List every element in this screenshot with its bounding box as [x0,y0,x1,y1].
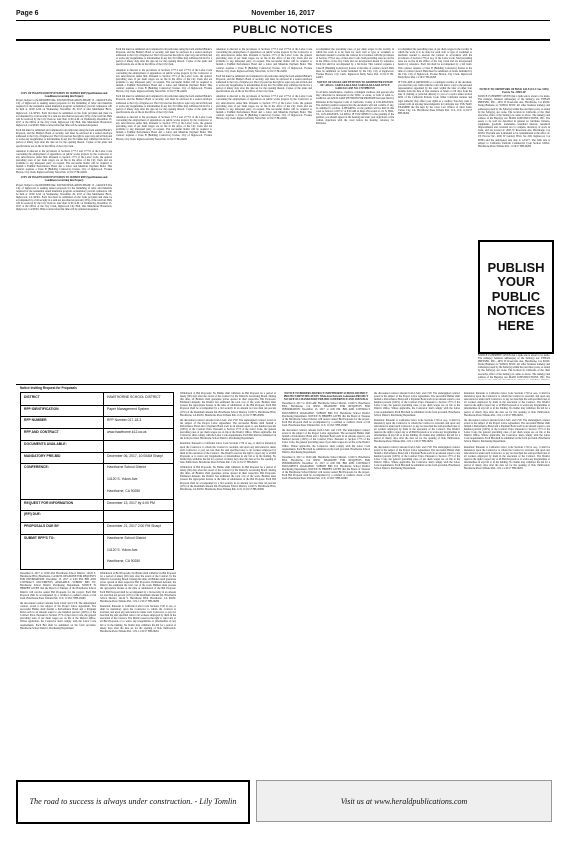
bid-form-value: Hawthorne School District [107,535,147,540]
notice-10-body: the discounted contract amount from LSAC and CVP. The undersigned contract award is the subject of the Project Labor Agreement. The successful Bidder shall furnish a Performance Bond and a Payment Bond each in an amount equal to one hundred percent (100%) of the Contract Price. Pursuant to Section 1773 of the Labor Code, the general prevailing rates of per diem wages are on file at the District Office. Where applicable, the Contractor shall comply with the Labor Code requirements. Each Bid shall be submitted on the form provided. Hawthorne School District, Purchasing Department. [20,601,96,630]
bid-form-row-divider [21,510,173,511]
notice-column-1 [16,92,112,380]
notice-2-body-b: Each bid must be submitted and completed in all particulars using the form entitled Bidder's Proposal, and the Bidder's Bond or security, and must be enclosed in a sealed envelope addressed to the City of Inglewood. The City reserves the right to reject any and all bids and to waive any irregularities or informalities in any bid. No bidder may withdraw his bid for a period of ninety days after the date set for the opening thereof. Copies of the plans and specifications are on file in the Office of the City Clerk. [116,95,212,114]
bid-form-key: DOCUMENTS AVAILABLE: [24,441,67,446]
notice-1-title-repeat: CITY OF INGLEWOOD INVITATION TO SUBMIT RFP (Specifications and Conditions Governing this Project) [20,176,108,183]
notice-column-8 [100,572,176,772]
notice-10-body-e: the discounted contract amount from LSAC and CVP. The undersigned contract award is the subject of the Project Labor Agreement. The successful Bidder shall furnish a Performance Bond and a Payment Bond each in an amount equal to one hundred percent (100%) of the Contract Price. Pursuant to Section 1773 of the Labor Code, the general prevailing rates of per diem wages are on file at the District Office. Where applicable, the Contractor shall comply with the Labor Code requirements. Each Bid shall be submitted on the form provided. Hawthorne School District, Purchasing Department. [464,418,550,444]
notice-column-6b [478,354,550,380]
ad-line-2: YOUR [497,274,535,290]
bid-form-value: HAWTHORNE SCHOOL DISTRICT [107,395,161,399]
bid-form-heading: Notice Inviting Request for Proposals [20,386,77,390]
notice-7-body-b: NOTICE IS HEREBY GIVEN that a bulk sale is about to be made. The name(s), business address(es) of the Seller(s) are: ETHAN PRESSER, INC., 4955 W Rosecrans Ave, Hawthorne, CA 90250. Doing Business as: WINGS SPOT. All other business name(s) and address(es) used by the Seller(s) within the past three years, as stated by the Seller(s), are: none. The location in California of the chief executive office of the Seller(s) is: same as above. The name(s) and address of the Buyer(s) are: MADI CONSTRUCTIONS, INC. The [478,354,550,379]
notice-6-body-b: accomplished the prevailing rates of per diem wages in the locality in which the work is to be done for each craft or type of workman or mechanic needed to execute the contract in accordance with the provisions of Section 1770 et seq. of the Labor Code. Said prevailing rates are on file in the Office of the City Clerk and are incorporated herein by reference. Each bid shall be accompanied by a bid bond. This contract requires a Class B (Building Contractor) license at the time of contract award. Bids must be submitted on forms furnished by the City. City of Inglewood, Yvonne Horton, City Clerk. Inglewood Daily News Pub. 11/16/17 HI-24293 [398,48,472,79]
section-title: PUBLIC NOTICES [16,20,550,41]
publish-notices-ad [478,240,554,354]
bid-form-column-divider [103,393,104,569]
notice-10-body-d: the discounted contract amount from LSAC and CVP. The undersigned contract award is the subject of the Project Labor Agreement. The successful Bidder shall furnish a Performance Bond and a Payment Bond each in an amount equal to one hundred percent (100%) of the Contract Price. Pursuant to Section 1773 of the Labor Code, the general prevailing rates of per diem wages are on file at the District Office. Where applicable, the Contractor shall comply with the Labor Code requirements. Each Bid shall be submitted on the form provided. Hawthorne School District, Purchasing Department. [374,445,460,471]
bid-form-row-divider [21,534,173,535]
bid-form-value: December 13, 2017 by 4:00 PM [107,500,155,505]
notice-4-body: To all heirs, beneficiaries, creditors, contingent creditors, and persons who may otherwise be interested in the WILL or estate, or both of ADA G. GARCIA. An ANCILLARY PETITION FOR PROBATE has been filed by Petitioner in the Superior Court of California, County of LOS ANGELES. The ancillary petition requests that the decedent's will and codicils, if any, be admitted to probate. A HEARING on the petition will be held in this court as follows: 12/07/17 at 8:30 AM in Dept. 29 located at 111 N. HILL ST., LOS ANGELES, CA 90012. IF YOU OBJECT to the granting of the petition, you should appear at the hearing and state your objections or file written objections with the court before the hearing. Attorney for Petitioner. [316,91,394,126]
notice-6-body: accomplished the prevailing rates of per diem wages in the locality in which the work is to be done for each craft or type of workman or mechanic needed to execute the contract in accordance with the provisions of Section 1770 et seq. of the Labor Code. Said prevailing rates are on file in the Office of the City Clerk and are incorporated herein by reference. Each bid shall be accompanied by a bid bond. This contract requires a Class B (Building Contractor) license at the time of contract award. Bids must be submitted on forms furnished by the City. City of Inglewood, Yvonne Horton, City Clerk. Inglewood Daily News Pub. 11/16/17 HI-24293 [316,48,394,79]
notice-11-body-a: Retention: Pursuant to California Labor Code Sections 1720 et seq., it shall be mandatory upon the Contractor to whom the Contract is awarded, and upon any subcontractor under such Contractor, to pay not less than the said specified rates to all workers employed by them in the execution of the Contract. The District reserves the right to reject any or all Bid Proposals or to waive any irregularities or informalities in any bid or in the bidding. No bidder may withdraw his bid for a period of ninety days after the date set for the opening of bids. Publication: Hawthorne Press Tribune Pub. 11/9, 11/16/17 HH-26291 [180,442,276,464]
notice-8-body-b: Withdrawal of Bid Proposals: No Bidder shall withdraw its Bid Proposal for a period of ninety (90) days after the award of the Contract by the District's Governing Board. During this time, all Bidders shall guarantee prices quoted in their respective Bid Proposals. Estimated Amount: the District has estimated the total cost of the work. Bidders must possess the appropriate license at the time of submission of the Bid Proposal. Each Bid Proposal shall be accompanied by a bid security in an amount not less than ten percent (10%) of the maximum amount bid. Hawthorne School District, 14120 S. Hawthorne Blvd, Hawthorne, CA 90250. Hawthorne Press Tribune Pub. 11/9, 11/16/17 HH-26289 [180,466,276,491]
bid-form-row-divider [21,452,173,453]
notice-8-body-a: Withdrawal of Bid Proposals: No Bidder shall withdraw its Bid Proposal for a period of ninety (90) days after the award of the Contract by the District's Governing Board. During this time, all Bidders shall guarantee prices quoted in their respective Bid Proposals. Estimated Amount: the District has estimated the total cost of the work. Bidders must possess the appropriate license at the time of submission of the Bid Proposal. Each Bid Proposal shall be accompanied by a bid security in an amount not less than ten percent (10%) of the maximum amount bid. Hawthorne School District, 14120 S. Hawthorne Blvd, Hawthorne, CA 90250. Hawthorne Press Tribune Pub. 11/9, 11/16/17 HH-26289 [180,392,276,417]
ad-line-1: PUBLISH [487,259,545,275]
notice-column-11 [374,392,460,772]
bid-form-key: CONFERENCE: [24,465,49,470]
notice-3-body-d: Attention is directed to the provisions of Sections 1777.5 and 1777.6 of the Labor Code concerning the employment of apprentices on public works projects by the Contractor or any subcontractor under him. Pursuant to Section 1773 of the Labor Code, the general prevailing rates of per diem wages are on file in the office of the City Clerk and are available to any interested party on request. The successful bidder will be required to furnish a Faithful Performance Bond and a Labor and Materials Payment Bond. This contract requires a Class B (Building Contractor) license. City of Inglewood. Yvonne Horton, City Clerk. Inglewood Daily News Pub. 11/16/17 HI-24294 [216,95,312,120]
notice-10-body-a: the discounted contract amount from LSAC and CVP. The undersigned contract award is the subject of the Project Labor Agreement. The successful Bidder shall furnish a Performance Bond and a Payment Bond each in an amount equal to one hundred percent (100%) of the Contract Price. Pursuant to Section 1773 of the Labor Code, the general prevailing rates of per diem wages are on file at the District Office. Where applicable, the Contractor shall comply with the Labor Code requirements. Each Bid shall be submitted on the form provided. Hawthorne School District, Purchasing Department. [180,418,276,441]
notice-column-4 [316,48,394,380]
bid-form-row-divider [21,463,173,464]
bid-form-key: RFP AND CONTRACT [24,430,59,435]
bid-form-value: www.hawthorne.k12.ca.us [107,430,147,435]
notice-9-body-a: December 6, 2017 at 10:00 AM. Hawthorne School District, 14120 S. Hawthorne Blvd, Hawthorne, CA 90250. DEADLINE FOR REQUESTS FOR INFORMATION: December 13, 2017 at 4:00 PM. BID AND CONTRACT DOCUMENTS AVAILABLE. SUBMIT BID TO: Hawthorne School District Purchasing Department. NOTICE IS HEREBY GIVEN that the Board of Trustees of the Hawthorne School District will receive sealed Bid Proposals for the project. Each Bid Proposal shall be accompanied by a certified or cashier's check or bid bond. Hawthorne Press Tribune Pub. 11/9, 11/16/17 HH-26290 [282,402,370,427]
ad-line-5: HERE [497,317,535,333]
notice-3-body-b: Attention is directed to the provisions of Sections 1777.5 and 1777.6 of the Labor Code concerning the employment of apprentices on public works projects by the Contractor or any subcontractor under him. Pursuant to Section 1773 of the Labor Code, the general prevailing rates of per diem wages are on file in the office of the City Clerk and are available to any interested party on request. The successful bidder will be required to furnish a Faithful Performance Bond and a Labor and Materials Payment Bond. This contract requires a Class B (Building Contractor) license. City of Inglewood. Yvonne Horton, City Clerk. Inglewood Daily News Pub. 11/16/17 HI-24294 [116,115,212,141]
notice-column-10 [282,392,370,772]
bid-form-key: RFP IDENTIFICATION [24,406,59,411]
website-banner[interactable]: Visit us at www.heraldpublications.com [256,780,552,822]
notice-2-body: Each bid must be submitted and completed in all particulars using the form entitled Bidder's Proposal, and the Bidder's Bond or security, and must be enclosed in a sealed envelope addressed to the City of Inglewood. The City reserves the right to reject any and all bids and to waive any irregularities or informalities in any bid. No bidder may withdraw his bid for a period of ninety days after the date set for the opening thereof. Copies of the plans and specifications are on file in the Office of the City Clerk. [16,129,112,148]
notice-7-title: NOTICE TO CREDITORS OF BULK SALE (UCC Sec. 6105) Escrow No. 22801-JP [479,88,549,95]
notice-7-body: NOTICE IS HEREBY GIVEN that a bulk sale is about to be made. The name(s), business address(es) of the Seller(s) are: ETHAN PRESSER, INC., 4955 W Rosecrans Ave, Hawthorne, CA 90250. Doing Business as: WINGS SPOT. All other business name(s) and address(es) used by the Seller(s) within the past three years, as stated by the Seller(s), are: none. The location in California of the chief executive office of the Seller(s) is: same as above. The name(s) and address of the Buyer(s) are: MADI CONSTRUCTIONS, INC. The assets to be sold are described in general as: furniture, fixtures, equipment, goodwill, tradename, leasehold interest, leasehold improvements and covenant not to compete, inventory of stock in trade, and are located at: 4955 W Rosecrans Ave, Hawthorne, CA 90250. The bulk sale is intended to be consummated at the office of: US Escrow Inc, 4100 W Century Blvd, Ste 200, Inglewood, CA 90303 and the anticipated sale date is 12/4/17. The bulk sale is subject to California Uniform Commercial Code Section 6106.2. Hawthorne Press Tribune Pub. 11/16/17 HH-26295 [478,95,550,148]
issue-date: November 16, 2017 [251,10,315,17]
notice-column-6 [478,88,550,238]
bid-form-value: December 21, 2017 2:00 PM Sharp! [107,524,162,529]
notice-4-title: NOTICE OF ANCILLARY PETITION TO ADMINISTER ESTATE OF: ADA G. GARCIA AKA ADA GARCIA AKA ADA JOYCE GARCIA CASE NO. 17STPB10729 [317,80,393,91]
bid-form-value: RFP Number 017-18-3 [107,418,142,423]
bid-form-value: Hawthorne, CA 90250 [107,559,141,564]
notice-column-7 [20,572,96,772]
bid-form-value: 14120 S. Yukon Ave. [107,547,139,552]
ad-line-3: PUBLIC [491,288,541,304]
notice-9-body-b: December 6, 2017 at 10:00 AM. Hawthorne School District, 14120 S. Hawthorne Blvd, Hawthorne, CA 90250. DEADLINE FOR REQUESTS FOR INFORMATION: December 13, 2017 at 4:00 PM. BID AND CONTRACT DOCUMENTS AVAILABLE. SUBMIT BID TO: Hawthorne School District Purchasing Department. NOTICE IS HEREBY GIVEN that the Board of Trustees of the Hawthorne School District will receive sealed Bid Proposals for the project. Each Bid Proposal shall be accompanied by a certified or cashier's check or bid bond. Hawthorne Press Tribune Pub. 11/9, 11/16/17 HH-26290 [282,455,370,481]
bid-form-value: December 06, 2017, 10:00AM Sharp! [107,453,164,458]
notice-9-body: December 6, 2017 at 10:00 AM. Hawthorne School District, 14120 S. Hawthorne Blvd, Hawthorne, CA 90250. DEADLINE FOR REQUESTS FOR INFORMATION: December 13, 2017 at 4:00 PM. BID AND CONTRACT DOCUMENTS AVAILABLE. SUBMIT BID TO: Hawthorne School District Purchasing Department. NOTICE IS HEREBY GIVEN that the Board of Trustees of the Hawthorne School District will receive sealed Bid Proposals for the project. Each Bid Proposal shall be accompanied by a certified or cashier's check or bid bond. Hawthorne Press Tribune Pub. 11/9, 11/16/17 HH-26290 [20,572,96,600]
notice-1-body: Project Subject to the RESIDENTIAL SOUND INSULATION PHASE 15 - GROUP 8 The City of Inglewood is seeking sealed proposals for the furnishing of labor and materials required for the residential sound insulation program. A mandatory pre-bid conference will be held at 10:00 A.M. on Wednesday, November 29, 2017 at One Manchester Blvd., Inglewood, CA 90301. Each bid must be submitted on the form provided and must be accompanied by a bid security in a sum not less than ten percent (10%) of the total bid. Bids will be received by the City Clerk no later than 11:00 A.M. on Wednesday, December 13, 2017 at the Office of the City Clerk, Inglewood City Hall, One Manchester Boulevard, Inglewood, CA 90301. Bids received after that time will be returned unopened. [16,99,112,127]
bid-form-key: MANDATORY PRE-BID [24,453,61,458]
footer-quote: The road to success is always under construction. - Lily Tomlin [16,780,250,824]
notice-9-title: NOTICE TO BIDDERS DISTRICT: HAWTHORNE SCHOOL DISTRICT PROJECT IDENTIFICATION: Wide Area Network Connection PROJECT NO: RFP-18-2 MANDATORY PRE-BID CONFERENCE AND JOB WALK [283,392,369,402]
bid-form-key: DISTRICT [24,395,40,399]
notice-10-body-b: the discounted contract amount from LSAC and CVP. The undersigned contract award is the subject of the Project Labor Agreement. The successful Bidder shall furnish a Performance Bond and a Payment Bond each in an amount equal to one hundred percent (100%) of the Contract Price. Pursuant to Section 1773 of the Labor Code, the general prevailing rates of per diem wages are on file at the District Office. Where applicable, the Contractor shall comply with the Labor Code requirements. Each Bid shall be submitted on the form provided. Hawthorne School District, Purchasing Department. [282,429,370,454]
notice-11-body-d: Retention: Pursuant to California Labor Code Sections 1720 et seq., it shall be mandatory upon the Contractor to whom the Contract is awarded, and upon any subcontractor under such Contractor, to pay not less than the said specified rates to all workers employed by them in the execution of the Contract. The District reserves the right to reject any or all Bid Proposals or to waive any irregularities or informalities in any bid or in the bidding. No bidder may withdraw his bid for a period of ninety days after the date set for the opening of bids. Publication: Hawthorne Press Tribune Pub. 11/9, 11/16/17 HH-26291 [464,445,550,471]
bid-form-value: 14120 S. Yukon Ave. [107,477,139,482]
bid-form-row-divider [21,405,173,406]
bid-form-key: PROPOSALS DUE BY [24,524,60,529]
notice-column-5 [398,48,472,380]
notice-3-body: Attention is directed to the provisions of Sections 1777.5 and 1777.6 of the Labor Code concerning the employment of apprentices on public works projects by the Contractor or any subcontractor under him. Pursuant to Section 1773 of the Labor Code, the general prevailing rates of per diem wages are on file in the office of the City Clerk and are available to any interested party on request. The successful bidder will be required to furnish a Faithful Performance Bond and a Labor and Materials Payment Bond. This contract requires a Class B (Building Contractor) license. City of Inglewood. Yvonne Horton, City Clerk. Inglewood Daily News Pub. 11/16/17 HI-24294 [16,149,112,175]
page-number: Page 6 [16,10,39,17]
band-divider [16,384,550,385]
notice-3-body-c: Attention is directed to the provisions of Sections 1777.5 and 1777.6 of the Labor Code concerning the employment of apprentices on public works projects by the Contractor or any subcontractor under him. Pursuant to Section 1773 of the Labor Code, the general prevailing rates of per diem wages are on file in the office of the City Clerk and are available to any interested party on request. The successful bidder will be required to furnish a Faithful Performance Bond and a Labor and Materials Payment Bond. This contract requires a Class B (Building Contractor) license. City of Inglewood. Yvonne Horton, City Clerk. Inglewood Daily News Pub. 11/16/17 HI-24294 [216,48,312,73]
notice-11-body: Retention: Pursuant to California Labor Code Sections 1720 et seq., it shall be mandatory upon the Contractor to whom the Contract is awarded, and upon any subcontractor under such Contractor, to pay not less than the said specified rates to all workers employed by them in the execution of the Contract. The District reserves the right to reject any or all Bid Proposals or to waive any irregularities or informalities in any bid or in the bidding. No bidder may withdraw his bid for a period of ninety days after the date set for the opening of bids. Publication: Hawthorne Press Tribune Pub. 11/9, 11/16/17 HH-26291 [100,604,176,633]
bid-form-row-divider [21,416,173,417]
bid-form-key: RFP NUMBER [24,418,47,423]
bid-form-value: Paper Management System [107,406,150,411]
notice-2-body-c: Each bid must be submitted and completed in all particulars using the form entitled Bidder's Proposal, and the Bidder's Bond or security, and must be enclosed in a sealed envelope addressed to the City of Inglewood. The City reserves the right to reject any and all bids and to waive any irregularities or informalities in any bid. No bidder may withdraw his bid for a period of ninety days after the date set for the opening thereof. Copies of the plans and specifications are on file in the Office of the City Clerk. [216,74,312,94]
notice-8-body: Withdrawal of Bid Proposals: No Bidder shall withdraw its Bid Proposal for a period of ninety (90) days after the award of the Contract by the District's Governing Board. During this time, all Bidders shall guarantee prices quoted in their respective Bid Proposals. Estimated Amount: the District has estimated the total cost of the work. Bidders must possess the appropriate license at the time of submission of the Bid Proposal. Each Bid Proposal shall be accompanied by a bid security in an amount not less than ten percent (10%) of the maximum amount bid. Hawthorne School District, 14120 S. Hawthorne Blvd, Hawthorne, CA 90250. Hawthorne Press Tribune Pub. 11/9, 11/16/17 HH-26289 [100,572,176,603]
notice-3-body-a: Attention is directed to the provisions of Sections 1777.5 and 1777.6 of the Labor Code concerning the employment of apprentices on public works projects by the Contractor or any subcontractor under him. Pursuant to Section 1773 of the Labor Code, the general prevailing rates of per diem wages are on file in the office of the City Clerk and are available to any interested party on request. The successful bidder will be required to furnish a Faithful Performance Bond and a Labor and Materials Payment Bond. This contract requires a Class B (Building Contractor) license. City of Inglewood. Yvonne Horton, City Clerk. Inglewood Daily News Pub. 11/16/17 HI-24294 [116,68,212,94]
notice-1-title: CITY OF INGLEWOOD INVITATION TO SUBMIT RFP (Specifications and Conditions Governing this Project) [20,92,108,99]
bid-form-row-divider [21,522,173,523]
bid-form-value: Hawthorne School District [107,465,147,470]
bid-form-row-divider [21,499,173,500]
bid-form-key: REQUEST FOR INFORMATION [24,500,74,505]
notice-column-3 [216,48,312,380]
bid-form-value: Hawthorne, CA 90250 [107,488,141,493]
notice-column-12 [464,392,550,772]
notice-1-body-repeat: Project Subject to the RESIDENTIAL SOUND INSULATION PHASE 15 - GROUP 8 The City of Inglewood is seeking sealed proposals for the furnishing of labor and materials required for the residential sound insulation program. A mandatory pre-bid conference will be held at 10:00 A.M. on Wednesday, November 29, 2017 at One Manchester Blvd., Inglewood, CA 90301. Each bid must be submitted on the form provided and must be accompanied by a bid security in a sum not less than ten percent (10%) of the total bid. Bids will be received by the City Clerk no later than 11:00 A.M. on Wednesday, December 13, 2017 at the Office of the City Clerk, Inglewood City Hall, One Manchester Boulevard, Inglewood, CA 90301. Bids received after that time will be returned unopened. [16,183,112,212]
bid-form-row-divider [21,428,173,429]
bid-form-key: SUBMIT RFP'S TO: [24,535,55,540]
notice-10-body-c: the discounted contract amount from LSAC and CVP. The undersigned contract award is the subject of the Project Labor Agreement. The successful Bidder shall furnish a Performance Bond and a Payment Bond each in an amount equal to one hundred percent (100%) of the Contract Price. Pursuant to Section 1773 of the Labor Code, the general prevailing rates of per diem wages are on file at the District Office. Where applicable, the Contractor shall comply with the Labor Code requirements. Each Bid shall be submitted on the form provided. Hawthorne School District, Purchasing Department. [374,392,460,417]
ad-line-4: NOTICES [487,303,545,319]
bid-form-table [20,392,174,570]
bid-form-row-divider [21,440,173,441]
bid-form-key: (RFI) DUE: [24,512,41,517]
notice-column-2 [116,48,212,380]
notice-2-body-a: Each bid must be submitted and completed in all particulars using the form entitled Bidder's Proposal, and the Bidder's Bond or security, and must be enclosed in a sealed envelope addressed to the City of Inglewood. The City reserves the right to reject any and all bids and to waive any irregularities or informalities in any bid. No bidder may withdraw his bid for a period of ninety days after the date set for the opening thereof. Copies of the plans and specifications are on file in the Office of the City Clerk. [116,48,212,67]
notice-11-body-b: Retention: Pursuant to California Labor Code Sections 1720 et seq., it shall be mandatory upon the Contractor to whom the Contract is awarded, and upon any subcontractor under such Contractor, to pay not less than the said specified rates to all workers employed by them in the execution of the Contract. The District reserves the right to reject any or all Bid Proposals or to waive any irregularities or informalities in any bid or in the bidding. No bidder may withdraw his bid for a period of ninety days after the date set for the opening of bids. Publication: Hawthorne Press Tribune Pub. 11/9, 11/16/17 HH-26291 [374,418,460,444]
notice-11-body-c: Retention: Pursuant to California Labor Code Sections 1720 et seq., it shall be mandatory upon the Contractor to whom the Contract is awarded, and upon any subcontractor under such Contractor, to pay not less than the said specified rates to all workers employed by them in the execution of the Contract. The District reserves the right to reject any or all Bid Proposals or to waive any irregularities or informalities in any bid or in the bidding. No bidder may withdraw his bid for a period of ninety days after the date set for the opening of bids. Publication: Hawthorne Press Tribune Pub. 11/9, 11/16/17 HH-26291 [464,392,550,417]
notice-5-body: IF YOU ARE A CREDITOR or a contingent creditor of the decedent, you must file your claim with the court and mail a copy to the personal representative appointed by the court within the later of either four months from the date of first issuance of letters or 60 days from the date of mailing or personal delivery to you of a notice under section 9052 of the California Probate Code. Other California statutes and legal authority may affect your rights as a creditor. You may want to consult with an attorney knowledgeable in California law. YOU MAY EXAMINE the file kept by the court. Law Offices of Janet Lund, Culver City, CA. Hawthorne Press Tribune Pub. 11/2, 11/9, 11/16/17 HH-26294 [398,80,472,115]
notice-column-9 [180,392,276,772]
